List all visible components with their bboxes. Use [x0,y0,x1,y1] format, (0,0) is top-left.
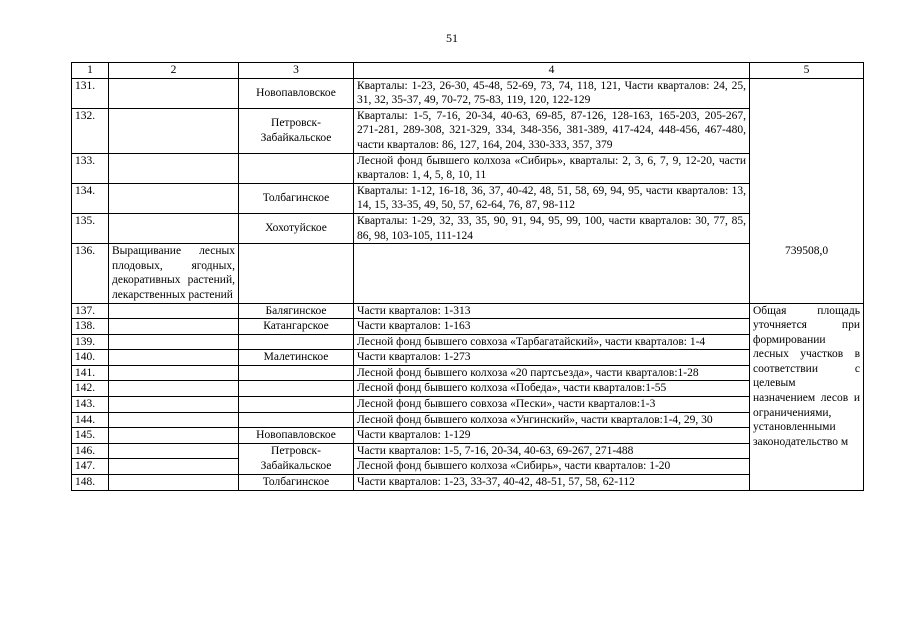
district-cell: Новопавловское [239,78,354,108]
header-cell: 2 [109,63,239,79]
area-cell [750,78,864,303]
activity-cell [109,183,239,213]
row-number: 147. [72,459,109,475]
district-cell: Новопавловское [239,428,354,444]
table-row [72,428,864,444]
activity-cell [109,428,239,444]
district-cell [239,365,354,381]
district-cell [239,412,354,428]
row-number: 141. [72,365,109,381]
row-number: 140. [72,350,109,366]
table-row [72,244,864,303]
row-number: 137. [72,303,109,319]
header-cell: 4 [354,63,750,79]
table-row [72,412,864,428]
district-cell: Катангарское [239,319,354,335]
table-row [72,443,864,459]
quarters-cell: Части кварталов: 1-273 [354,350,750,366]
district-cell: Малетинское [239,350,354,366]
quarters-cell: Лесной фонд бывшего колхоза «Сибирь», части кварталов: 1-20 [354,459,750,475]
district-cell [239,381,354,397]
table-row [72,350,864,366]
row-number: 132. [72,108,109,153]
activity-cell [109,443,239,459]
activity-cell [109,365,239,381]
quarters-cell: Части кварталов: 1-313 [354,303,750,319]
table-row [72,475,864,491]
activity-cell [109,412,239,428]
district-cell: Хохотуйское [239,213,354,243]
table-row [72,381,864,397]
forest-table [71,62,864,491]
activity-cell [109,303,239,319]
row-number: 148. [72,475,109,491]
activity-cell [109,350,239,366]
table-row [72,183,864,213]
quarters-cell: Части кварталов: 1-163 [354,319,750,335]
table-row [72,303,864,319]
row-number: 139. [72,334,109,350]
activity-cell [109,319,239,335]
table-row [72,108,864,153]
table-row [72,397,864,413]
activity-cell [109,475,239,491]
quarters-cell: Части кварталов: 1-5, 7-16, 20-34, 40-63, 69-267, 271-488 [354,443,750,459]
row-number: 135. [72,213,109,243]
row-number: 145. [72,428,109,444]
row-number: 134. [72,183,109,213]
activity-cell [109,459,239,475]
district-cell [239,244,354,303]
activity-cell [109,381,239,397]
page-number: 51 [446,31,458,45]
quarters-cell: Лесной фонд бывшего колхоза «Сибирь», кварталы: 2, 3, 6, 7, 9, 12-20, части кварталов: 1, 4, 5, 8, 10, 11 [354,153,750,183]
quarters-cell: Лесной фонд бывшего совхоза «Тарбагатайский», части кварталов: 1-4 [354,334,750,350]
header-cell: 5 [750,63,864,79]
quarters-cell: Кварталы: 1-12, 16-18, 36, 37, 40-42, 48, 51, 58, 69, 94, 95, части кварталов: 13, 14, 15, 33-35, 49, 50, 57, 62-64, 76, 87, 98-112 [354,183,750,213]
quarters-cell [354,244,750,303]
row-number: 133. [72,153,109,183]
table-row [72,78,864,108]
header-cell: 1 [72,63,109,79]
row-number: 138. [72,319,109,335]
district-cell: Толбагинское [239,183,354,213]
quarters-cell: Лесной фонд бывшего совхоза «Пески», части кварталов:1-3 [354,397,750,413]
row-number: 136. [72,244,109,303]
quarters-cell: Кварталы: 1-5, 7-16, 20-34, 40-63, 69-85, 87-126, 128-163, 165-203, 205-267, 271-281, 289-308, 321-329, 334, 348-356, 381-389, 417-424, 448-456, 467-480, части кварталов: 86, 127, 164, 204, 330-333, 357, 379 [354,108,750,153]
district-cell [239,153,354,183]
activity-cell: Выращивание лесных плодовых, ягодных, декоративных растений, лекарственных растений [109,244,239,303]
district-cell [239,334,354,350]
activity-cell [109,397,239,413]
row-number: 143. [72,397,109,413]
row-number: 146. [72,443,109,459]
quarters-cell: Лесной фонд бывшего колхоза «Победа», части кварталов:1-55 [354,381,750,397]
area-note: Общая площадь уточняется при формировании лесных участков в соответствии с целевым назначением лесов и ограничениями, установленными законодательство м [750,303,864,490]
quarters-cell: Кварталы: 1-23, 26-30, 45-48, 52-69, 73, 74, 118, 121, Части кварталов: 24, 25, 31, 32, 35-37, 49, 70-72, 75-83, 119, 120, 122-129 [354,78,750,108]
header-cell: 3 [239,63,354,79]
district-cell: Петровск-Забайкальское [239,443,354,474]
row-number: 142. [72,381,109,397]
quarters-cell: Лесной фонд бывшего колхоза «Унгинский», части кварталов:1-4, 29, 30 [354,412,750,428]
activity-cell [109,153,239,183]
quarters-cell: Части кварталов: 1-23, 33-37, 40-42, 48-51, 57, 58, 62-112 [354,475,750,491]
table-row [72,334,864,350]
row-number: 144. [72,412,109,428]
table-row [72,213,864,243]
table-row [72,153,864,183]
activity-cell [109,78,239,108]
district-cell: Толбагинское [239,475,354,491]
table-row [72,319,864,335]
area-value: 739508,0 [784,244,829,257]
activity-cell [109,334,239,350]
district-cell [239,397,354,413]
table-row [72,459,864,475]
table-row [72,365,864,381]
quarters-cell: Лесной фонд бывшего колхоза «20 партсъезда», части кварталов:1-28 [354,365,750,381]
quarters-cell: Кварталы: 1-29, 32, 33, 35, 90, 91, 94, 95, 99, 100, части кварталов: 30, 77, 85, 86, 98, 103-105, 111-124 [354,213,750,243]
quarters-cell: Части кварталов: 1-129 [354,428,750,444]
activity-cell [109,213,239,243]
activity-cell [109,108,239,153]
district-cell: Петровск-Забайкальское [239,108,354,153]
district-cell: Балягинское [239,303,354,319]
row-number: 131. [72,78,109,108]
table-header-row [72,63,864,79]
